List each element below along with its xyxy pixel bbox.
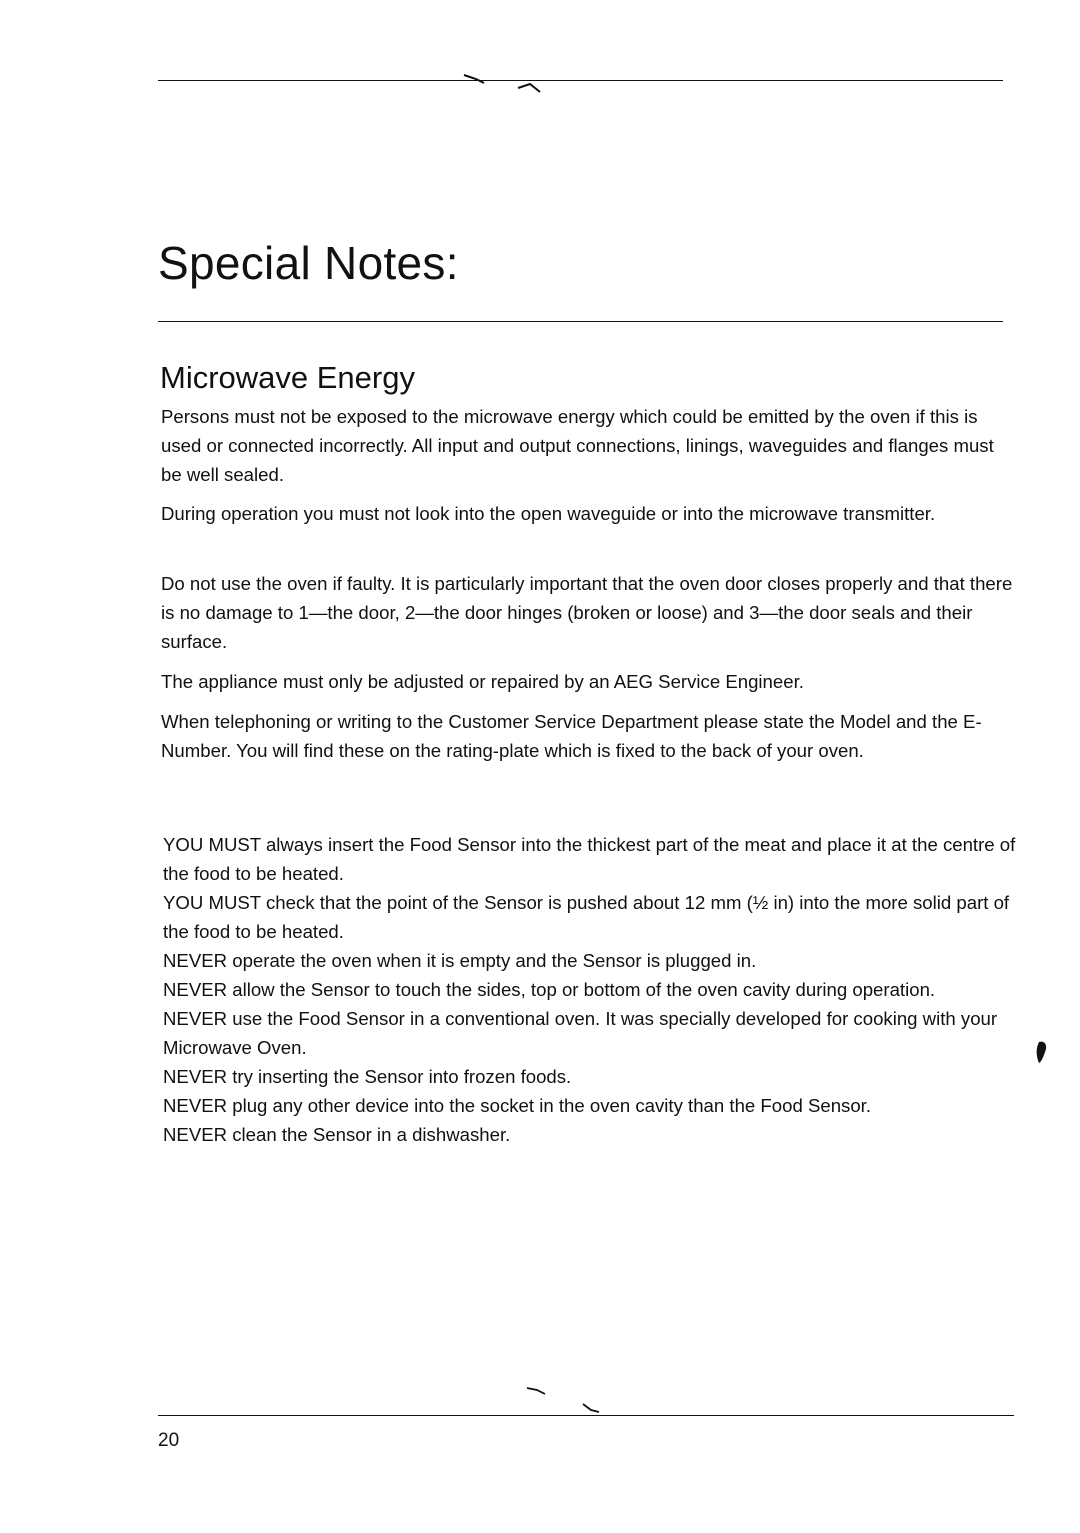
sensor-note: NEVER try inserting the Sensor into frozen foods. [163, 1066, 572, 1087]
paragraph-microwave-exposure: Persons must not be exposed to the microwave energy which could be emitted by the oven if this is used or connected incorrectly. All input and output connections, linings, waveguides and flanges must be well sealed. [161, 406, 994, 485]
sensor-note: YOU MUST always insert the Food Sensor into the thickest part of the meat and place it at the centre of the food to be heated. [163, 834, 1016, 884]
paragraph-customer-service: When telephoning or writing to the Customer Service Department please state the Model and the E-Number. You will find these on the rating-plate which is fixed to the back of your oven. [161, 711, 982, 761]
sensor-note: NEVER operate the oven when it is empty and the Sensor is plugged in. [163, 950, 757, 971]
sensor-note: NEVER clean the Sensor in a dishwasher. [163, 1124, 511, 1145]
paragraph-service-engineer: The appliance must only be adjusted or repaired by an AEG Service Engineer. [161, 671, 804, 692]
page-number: 20 [158, 1430, 180, 1451]
title-rule [158, 321, 1003, 322]
page-title: Special Notes: [158, 237, 459, 289]
section-heading: Microwave Energy [160, 360, 415, 395]
paragraph-faulty-oven: Do not use the oven if faulty. It is particularly important that the oven door closes properly and that there is no damage to 1—the door, 2—the door hinges (broken or loose) and 3—the door seals and their surface. [161, 573, 1013, 652]
sensor-note: YOU MUST check that the point of the Sensor is pushed about 12 mm (½ in) into the more solid part of the food to be heated. [163, 892, 1010, 942]
food-sensor-notes [163, 830, 1021, 1149]
top-rule [158, 80, 1003, 81]
bottom-rule [158, 1415, 1014, 1416]
paragraph-waveguide-warning: During operation you must not look into the open waveguide or into the microwave transmitter. [161, 503, 936, 524]
sensor-note: NEVER plug any other device into the socket in the oven cavity than the Food Sensor. [163, 1095, 872, 1116]
sensor-note: NEVER allow the Sensor to touch the sides, top or bottom of the oven cavity during operation. [163, 979, 936, 1000]
bottom-rule-mark [525, 1384, 605, 1414]
sensor-note: NEVER use the Food Sensor in a conventional oven. It was specially developed for cooking with your Microwave Oven. [163, 1008, 998, 1058]
ink-blot-mark [1035, 1040, 1047, 1064]
top-rule-mark [462, 72, 552, 96]
